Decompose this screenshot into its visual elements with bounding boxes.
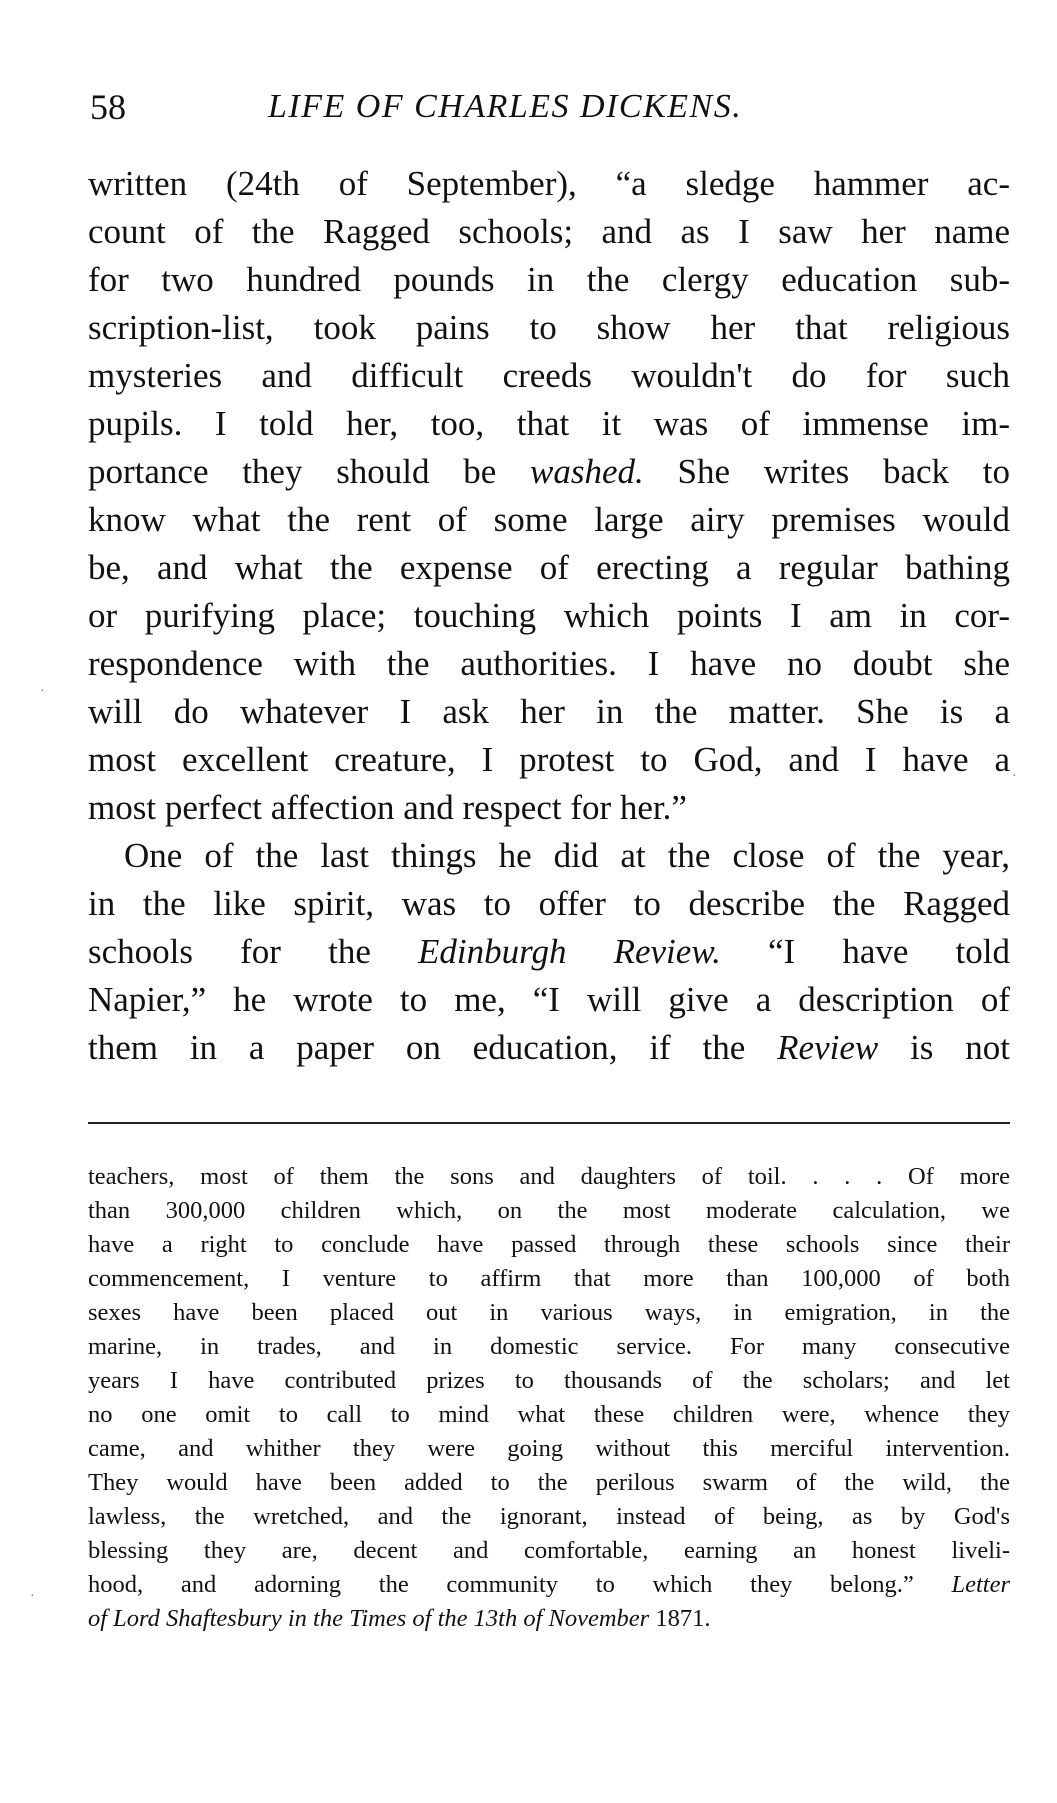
text-line: know what the rent of some large airy premises would [88,500,1010,539]
text-line: respondence with the authorities. I have no doubt she [88,644,1010,683]
text-line: One of the last things he did at the close of the year, [124,836,1010,875]
text-run: them in a paper on education, if the [88,1028,778,1067]
running-title: LIFE OF CHARLES DICKENS. [268,88,743,125]
footnote-line: marine, in trades, and in domestic service. For many consecutive [88,1333,1010,1360]
page-number: 58 [90,87,126,127]
text-line: Napier,” he wrote to me, “I will give a description of [88,980,1010,1019]
citation-italic: of Lord Shaftesbury in the Times of the [88,1605,474,1632]
footnote-line [88,1568,1010,1602]
text-line [88,1024,1010,1072]
text-run: schools for the [88,932,419,971]
text-line [88,448,1010,496]
emphasis-washed: washed. [530,452,644,491]
footnote-line: lawless, the wretched, and the ignorant, instead of being, as by God's [88,1503,1010,1530]
footnote-line: years I have contributed prizes to thousands of the scholars; and let [88,1367,1010,1394]
scan-speck: · [30,1589,35,1604]
emphasis-review: Review [777,1028,879,1067]
footnote-line: commencement, I venture to affirm that more than 100,000 of both [88,1265,1010,1292]
emphasis-edinburgh-review: Edinburgh Review. [418,932,721,971]
footnote-line: blessing they are, decent and comfortable, earning an honest liveli- [88,1537,1010,1564]
text-run: hood, and adorning the community to which they belong.” [88,1571,952,1598]
citation-year: 1871. [649,1605,711,1632]
text-line: for two hundred pounds in the clergy education sub- [88,260,1010,299]
text-line: most excellent creature, I protest to God, and I have a [88,740,1010,779]
footnote-line [88,1602,1010,1636]
text-line: will do whatever I ask her in the matter. She is a [88,692,1010,731]
text-line: scription-list, took pains to show her that religious [88,308,1010,347]
text-line: be, and what the expense of erecting a regular bathing [88,548,1010,587]
text-run: “I have told [720,932,1010,971]
footnote-line: They would have been added to the perilous swarm of the wild, the [88,1469,1010,1496]
footnote-divider [88,1122,1010,1124]
text-line: mysteries and difficult creeds wouldn't do for such [88,356,1010,395]
text-run: She writes back to [643,452,1011,491]
text-run: portance they should be [88,452,531,491]
footnote-line: no one omit to call to mind what these children were, whence they [88,1401,1010,1428]
citation-italic: Letter [951,1571,1010,1598]
text-line: in the like spirit, was to offer to describe the Ragged [88,884,1010,923]
citation-italic: of November [517,1605,650,1632]
scan-speck: · [1012,769,1017,784]
footnote-line: have a right to conclude have passed through these schools since their [88,1231,1010,1258]
text-line: count of the Ragged schools; and as I saw her name [88,212,1010,251]
page-header [90,82,1010,132]
text-line: or purifying place; touching which points I am in cor- [88,596,1010,635]
text-line [88,928,1010,976]
footnote-line: came, and whither they were going without this merciful intervention. [88,1435,1010,1462]
main-text [88,160,1010,1072]
text-line: written (24th of September), “a sledge hammer ac- [88,164,1010,203]
text-line: most perfect affection and respect for her.” [88,788,687,827]
text-run: is not [878,1028,1010,1067]
text-line: pupils. I told her, too, that it was of immense im- [88,404,1010,443]
scan-speck: · [40,684,45,699]
footnote-line: sexes have been placed out in various ways, in emigration, in the [88,1299,1010,1326]
footnote-line: teachers, most of them the sons and daughters of toil. . . . Of more [88,1163,1010,1190]
footnote-line: than 300,000 children which, on the most moderate calculation, we [88,1197,1010,1224]
citation-italic: 13th [473,1605,518,1632]
footnote [88,1160,1010,1636]
